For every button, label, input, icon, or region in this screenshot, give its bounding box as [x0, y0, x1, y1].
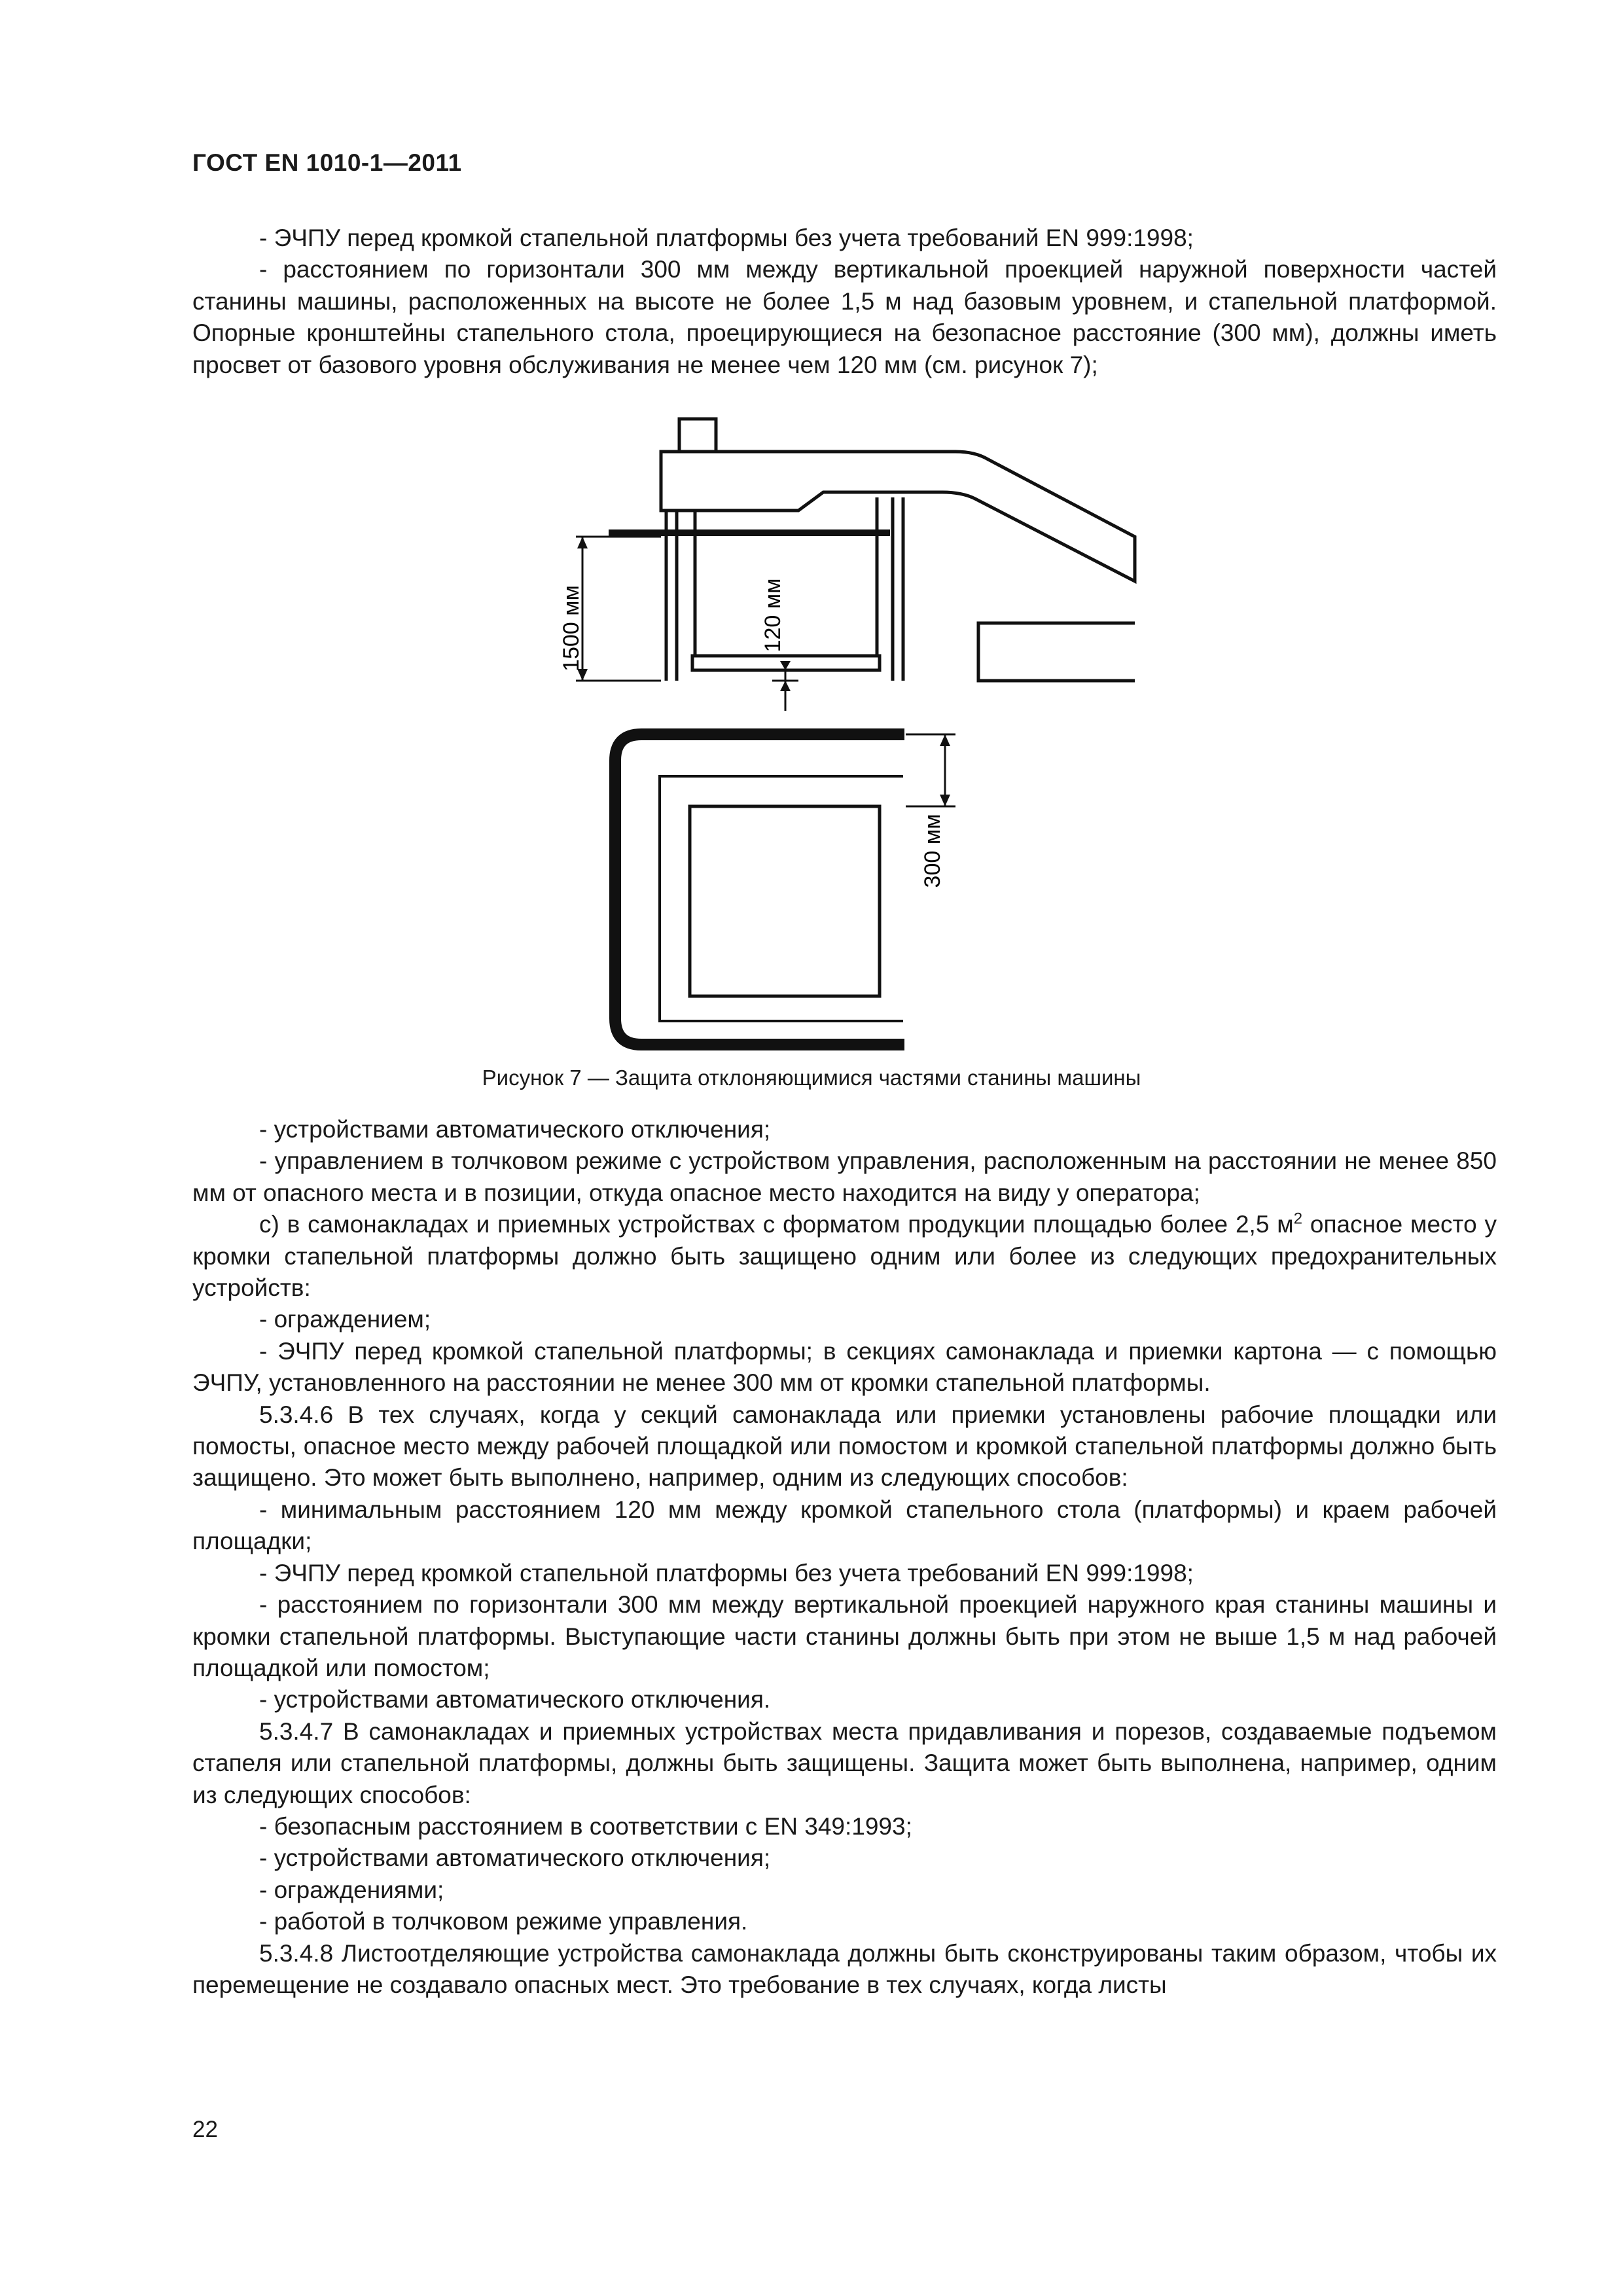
paragraph: - устройствами автоматического отключения; [259, 1116, 771, 1143]
paragraph: - ЭЧПУ перед кромкой стапельной платформы без учета требований EN 999:1998; [259, 224, 1194, 251]
paragraph: 5.3.4.7 В самонакладах и приемных устройствах места придавливания и порезов, создаваемые подъемом стапеля или стапельной платформы, должны быть защищены. Защита может быть выполнена, например, одним из следующих способов: [192, 1717, 1497, 1808]
paragraph: - работой в толчковом режиме управления. [259, 1908, 748, 1935]
dimension-1500: 1500 мм [559, 585, 584, 672]
paragraph: - ограждениями; [259, 1876, 444, 1903]
plan-inner-outline [660, 776, 903, 1021]
paragraph: - безопасным расстоянием в соответствии с EN 349:1993; [259, 1812, 912, 1840]
page-number: 22 [192, 2117, 218, 2142]
superscript: 2 [1293, 1210, 1303, 1228]
paragraph: - ЭЧПУ перед кромкой стапельной платформы; в секциях самонаклада и приемки картона — с помощью ЭЧПУ, установленного на расстоянии не менее 300 мм от кромки стапельной платформы. [192, 1337, 1497, 1397]
paragraph: - управлением в толчковом режиме с устройством управления, расположенным на расстоянии не менее 850 мм от опасного места и в позиции, откуда опасное место находится на виду у оператора; [192, 1147, 1497, 1206]
figure-7-drawing [0, 406, 1623, 1073]
paragraph: 5.3.4.8 Листоотделяющие устройства самонаклада должны быть сконструированы таким образом, чтобы их перемещение не создавало опасных мест. Это требование в тех случаях, когда листы [192, 1939, 1497, 1998]
machine-frame [661, 452, 1135, 581]
paragraph [192, 1209, 1497, 1304]
top-post [679, 419, 716, 452]
top-text-block [192, 223, 1497, 381]
dimension-300: 300 мм [920, 814, 945, 888]
pile-square [690, 806, 880, 996]
paragraph: - расстоянием по горизонтали 300 мм между вертикальной проекцией наружного края станины машины и кромки стапельной платформы. Выступающие части станины должны быть при этом не выше 1,5 м над рабочей площадкой или помостом; [192, 1591, 1497, 1681]
figure-7 [0, 406, 1623, 1073]
paragraph: - минимальным расстоянием 120 мм между кромкой стапельного стола (платформы) и краем рабочей площадки; [192, 1496, 1497, 1555]
paragraph: - устройствами автоматического отключения; [259, 1844, 771, 1872]
dimension-120: 120 мм [760, 578, 785, 653]
paragraph: - ограждением; [259, 1306, 431, 1333]
paragraph: 5.3.4.6 В тех случаях, когда у секций самонаклада или приемки установлены рабочие площадки или помосты, опасное место между рабочей площадкой или помостом и кромкой стапельной платформы должно быть защищено. Это может быть выполнено, например, одним из следующих способов: [192, 1401, 1497, 1492]
document-header: ГОСТ EN 1010-1—2011 [192, 149, 462, 176]
paragraph: - расстоянием по горизонтали 300 мм между вертикальной проекцией наружной поверхности частей станины машины, расположенных на высоте не более 1,5 м над базовым уровнем, и стапельной платформой. Опорные кронштейны стапельного стола, проецирующиеся на безопасное расстояние (300 мм), должны иметь просвет от базового уровня обслуживания не менее чем 120 мм (см. рисунок 7); [192, 256, 1497, 378]
paragraph-part: опасное место у кромки стапельной платформы должно быть защищено одним или более из следующих предохранительных устройств: [192, 1211, 1497, 1302]
figure-caption: Рисунок 7 — Защита отклоняющимися частями станины машины [482, 1066, 1141, 1090]
paragraph: - ЭЧПУ перед кромкой стапельной платформы без учета требований EN 999:1998; [259, 1559, 1194, 1587]
paragraph-part: c) в самонакладах и приемных устройствах с форматом продукции площадью более 2,5 м [259, 1211, 1294, 1238]
bottom-text-block [192, 1114, 1497, 2001]
paragraph: - устройствами автоматического отключения. [259, 1686, 771, 1713]
side-block [978, 623, 1135, 681]
